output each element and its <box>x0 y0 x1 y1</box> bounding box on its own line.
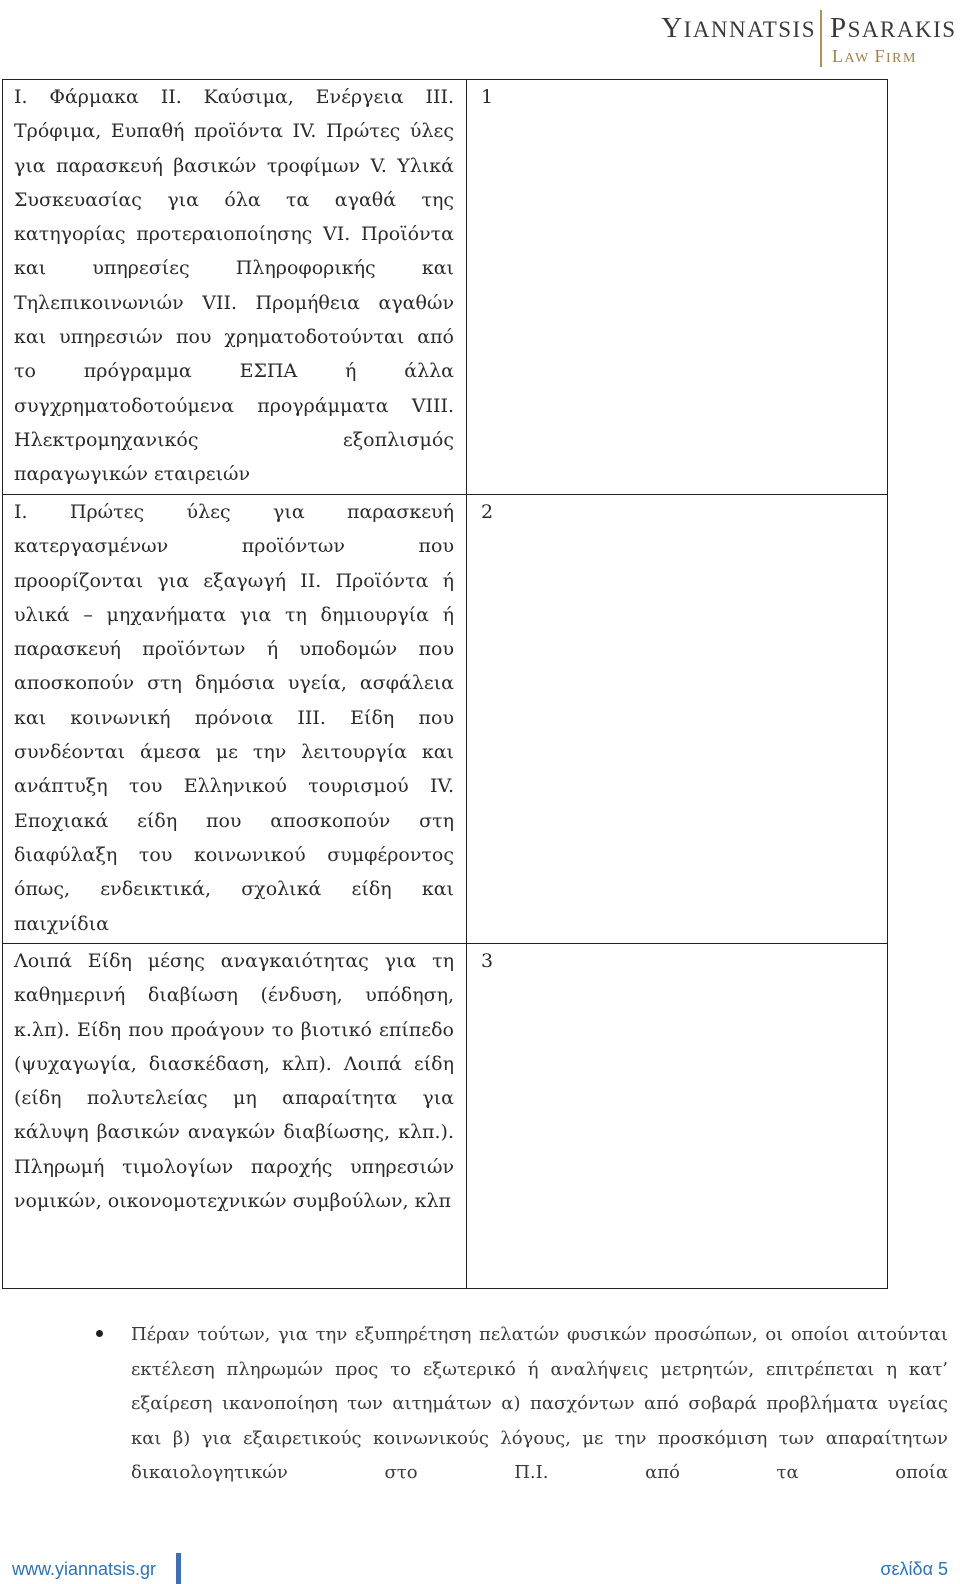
logo-law-firm: LAW FIRM <box>832 46 917 66</box>
page-number: σελίδα 5 <box>880 1559 948 1579</box>
table-row <box>3 495 888 944</box>
logo-yiannatsis: YIANNATSIS <box>661 12 816 44</box>
bullet-text: Πέραν τούτων, για την εξυπηρέτηση πελατών φυσικών προσώπων, οι οποίοι αιτούνται εκτέλεση πληρωμών προς το εξωτερικό ή αναλήψεις μετρητών, επιτρέπεται η κατ’ εξαίρεση ικανοποίηση των αιτημάτων α) πασχόντων από σοβαρά προβλήματα υγείας και β) για εξαιρετικούς κοινωνικούς λόγους, με την προσκόμιση των απαραίτητων δικαιολογητικών στο Π.Ι. από τα οποία <box>131 1324 948 1483</box>
category-number: 3 <box>467 944 888 1289</box>
category-description: I. Πρώτες ύλες για παρασκευή κατεργασμένων προϊόντων που προορίζονται για εξαγωγή II. Προϊόντα ή υλικά – μηχανήματα για τη δημιουργία ή παρασκευή προϊόντων ή υποδομών που αποσκοπούν στη δημόσια υγεία, ασφάλεια και κοινωνική πρόνοια III. Είδη που συνδέονται άμεσα με την λειτουργία και ανάπτυξη του Ελληνικού τουρισμού IV. Εποχιακά είδη που αποσκοπούν στη διαφύλαξη του κοινωνικού συμφέροντος όπως, ενδεικτικά, σχολικά είδη και παιχνίδια <box>3 495 467 944</box>
footer-website-link[interactable]: www.yiannatsis.gr <box>12 1559 157 1579</box>
category-number: 1 <box>467 80 888 495</box>
bullet-list <box>0 1318 960 1491</box>
footer-divider <box>176 1553 181 1584</box>
table-row <box>3 944 888 1289</box>
bullet-icon <box>96 1330 103 1337</box>
list-item <box>0 1318 960 1491</box>
category-description: Λοιπά Είδη μέσης αναγκαιότητας για τη καθημερινή διαβίωση (ένδυση, υπόδηση, κ.λπ). Είδη που προάγουν το βιοτικό επίπεδο (ψυχαγωγία, διασκέδαση, κλπ). Λοιπά είδη (είδη πολυτελείας μη απαραίτητα για κάλυψη βασικών αναγκών διαβίωσης, κλπ.). Πληρωμή τιμολογίων παροχής υπηρεσιών νομικών, οικονομοτεχνικών συμβούλων, κλπ <box>3 944 467 1289</box>
page-footer <box>0 1553 960 1584</box>
category-number: 2 <box>467 495 888 944</box>
category-description: I. Φάρμακα II. Καύσιμα, Ενέργεια III. Τρόφιμα, Ευπαθή προϊόντα IV. Πρώτες ύλες για παρασκευή βασικών τροφίμων V. Υλικά Συσκευασίας για όλα τα αγαθά της κατηγορίας προτεραιοποίησης VI. Προϊόντα και υπηρεσίες Πληροφορικής και Τηλεπικοινωνιών VII. Προμήθεια αγαθών και υπηρεσιών που χρηματοδοτούνται από το πρόγραμμα ΕΣΠΑ ή άλλα συγχρηματοδοτούμενα προγράμματα VIII. Ηλεκτρομηχανικός εξοπλισμός παραγωγικών εταιρειών <box>3 80 467 495</box>
firm-logo <box>661 8 957 70</box>
priority-categories-table <box>2 79 888 1289</box>
table-row <box>3 80 888 495</box>
logo-divider <box>820 10 822 67</box>
logo-psarakis: PSARAKIS <box>830 12 957 44</box>
